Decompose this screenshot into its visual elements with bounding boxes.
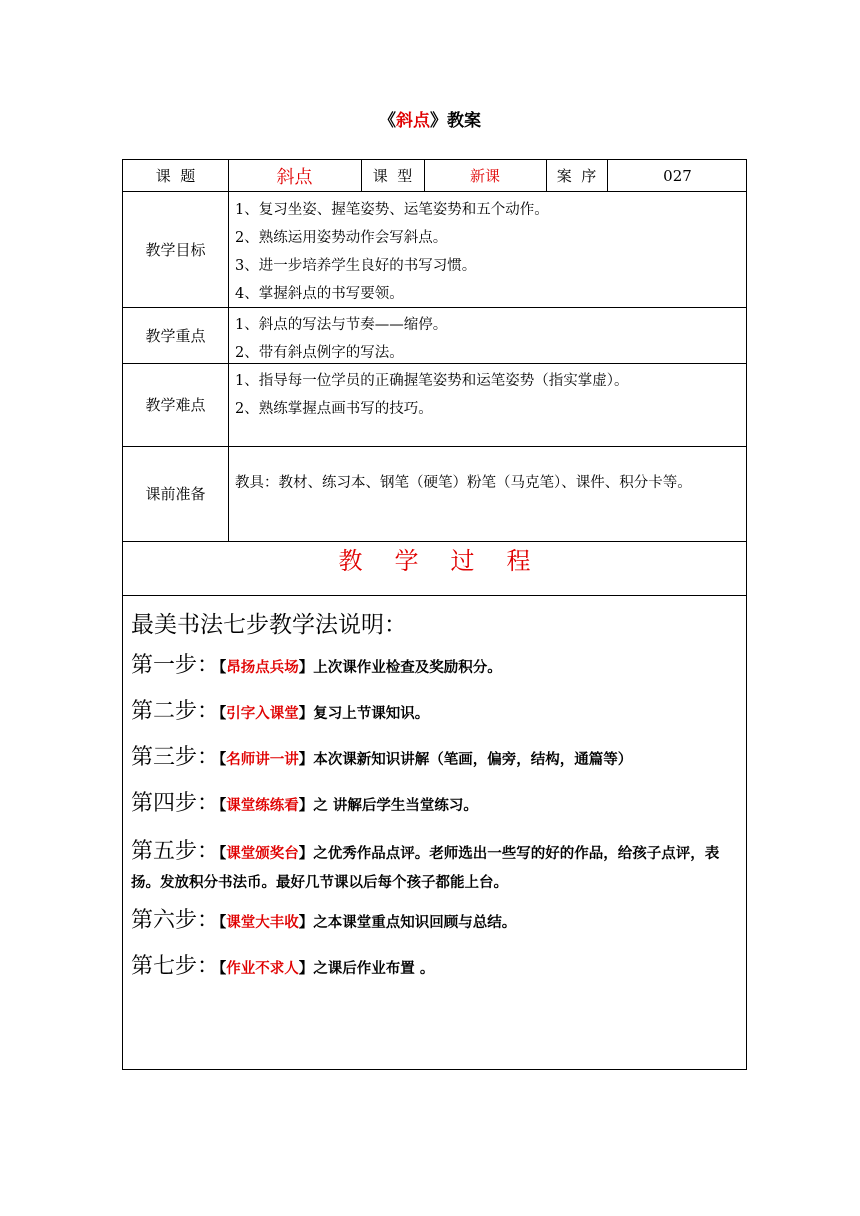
step-3 [131, 745, 741, 773]
prep-paragraph: 教具：教材、练习本、钢笔（硬笔）粉笔（马克笔）、课件、积分卡等。 [235, 475, 692, 491]
keypoint-item: 2、带有斜点例字的写法。 [235, 345, 404, 361]
step-1 [131, 653, 741, 681]
goal-item: 2、熟练运用姿势动作会写斜点。 [235, 230, 448, 246]
title-topic: 斜点 [396, 111, 430, 131]
step-name: 昂扬点兵场 [226, 660, 299, 676]
type-value: 新课 [469, 167, 500, 185]
step-label: 第二步： [131, 699, 220, 724]
bracket-open: 【 [219, 660, 227, 676]
step-name: 课堂大丰收 [226, 915, 299, 931]
course-label: 课 题 [155, 167, 196, 185]
step-name: 名师讲一讲 [226, 752, 299, 768]
row-divider [123, 595, 746, 596]
difficulty-item: 2、熟练掌握点画书写的技巧。 [235, 401, 433, 417]
goals-label: 教学目标 [145, 240, 206, 259]
step-name: 课堂颁奖台 [226, 846, 299, 862]
method-title: 最美书法七步教学法说明： [131, 612, 407, 638]
bracket-close: 】 [298, 752, 314, 768]
process-char: 程 [506, 547, 531, 575]
step-label: 第五步： [131, 839, 220, 864]
title-suffix: 》教案 [430, 111, 481, 131]
order-label: 案 序 [556, 167, 597, 185]
step-text: 之本课堂重点知识回顾与总结。 [313, 915, 517, 931]
document-title [0, 106, 860, 131]
process-char: 过 [450, 547, 475, 575]
step-name: 课堂练练看 [226, 798, 299, 814]
bracket-open: 【 [219, 846, 227, 862]
step-label: 第六步： [131, 908, 220, 933]
bracket-close: 】 [298, 961, 314, 977]
goal-item: 4、掌握斜点的书写要领。 [235, 286, 404, 302]
step-text: 之优秀作品点评。老师选出一些写的好的作品，给孩子点评，表扬。发放积分书法币。最好几节课以后每个孩子都能上台。 [131, 846, 720, 891]
type-label: 课 型 [372, 167, 413, 185]
bracket-open: 【 [219, 752, 227, 768]
step-label: 第三步： [131, 745, 220, 770]
method-section [131, 606, 741, 982]
keypoint-item: 1、斜点的写法与节奏——缩停。 [235, 317, 448, 333]
prep-label: 课前准备 [145, 485, 206, 503]
step-4 [131, 791, 741, 819]
bracket-close: 】 [298, 915, 314, 931]
step-7 [131, 954, 741, 982]
keypoints-list [235, 311, 447, 367]
bracket-open: 【 [219, 706, 227, 722]
process-char: 学 [394, 547, 419, 575]
bracket-close: 】 [298, 660, 314, 676]
step-text: 之课后作业布置 。 [313, 961, 435, 977]
step-label: 第四步： [131, 791, 220, 816]
bracket-close: 】 [298, 846, 314, 862]
difficulties-label: 教学难点 [145, 396, 206, 414]
bracket-close: 】 [298, 706, 314, 722]
step-2 [131, 699, 741, 727]
col-divider [228, 160, 229, 541]
step-label: 第七步： [131, 954, 220, 979]
step-text: 上次课作业检查及奖励积分。 [313, 660, 502, 676]
course-value: 斜点 [276, 166, 313, 188]
difficulty-item: 1、指导每一位学员的正确握笔姿势和运笔姿势（指实掌虚）。 [235, 373, 629, 389]
step-name: 引字入课堂 [226, 706, 299, 722]
step-text: 之 讲解后学生当堂练习。 [313, 798, 478, 814]
goal-item: 3、进一步培养学生良好的书写习惯。 [235, 258, 477, 274]
keypoints-label: 教学重点 [145, 326, 206, 345]
lesson-plan-table [122, 159, 747, 1070]
process-heading [123, 541, 746, 576]
bracket-open: 【 [219, 798, 227, 814]
step-5 [131, 837, 741, 898]
bracket-open: 【 [219, 961, 227, 977]
step-label: 第一步： [131, 653, 220, 678]
step-text: 复习上节课知识。 [313, 706, 430, 722]
prep-text [235, 469, 743, 497]
title-prefix: 《 [379, 111, 396, 131]
step-name: 作业不求人 [226, 961, 299, 977]
step-text: 本次课新知识讲解（笔画，偏旁，结构，通篇等） [313, 752, 633, 768]
step-6 [131, 908, 741, 936]
order-value: 027 [663, 166, 692, 185]
process-char: 教 [338, 547, 363, 575]
goals-list [235, 196, 549, 308]
bracket-open: 【 [219, 915, 227, 931]
goal-item: 1、复习坐姿、握笔姿势、运笔姿势和五个动作。 [235, 202, 549, 218]
difficulties-list [235, 367, 628, 423]
bracket-close: 】 [298, 798, 314, 814]
